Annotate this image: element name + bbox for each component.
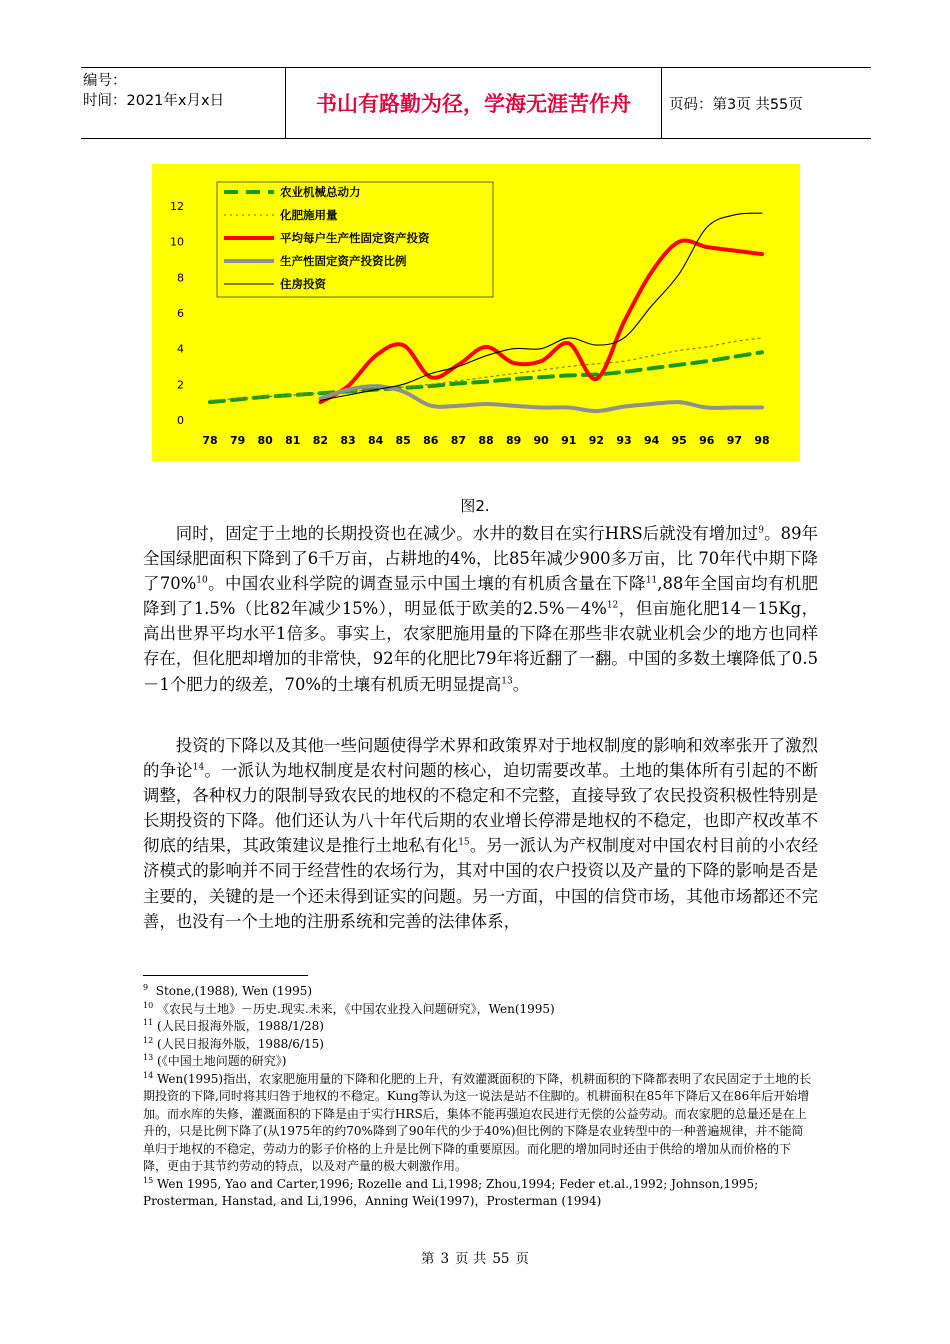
paragraph-2 — [143, 733, 818, 934]
x-tick-label: 80 — [257, 434, 273, 447]
x-tick-label: 91 — [561, 434, 577, 447]
footnote-num: 11 — [143, 1018, 154, 1027]
x-tick-label: 82 — [312, 434, 329, 447]
figure-caption: 图2. — [460, 497, 490, 515]
footnote-12 — [143, 1036, 813, 1054]
legend-label: 农业机械总动力 — [280, 185, 361, 199]
legend-label: 平均每户生产性固定资产投资 — [280, 231, 430, 245]
footnote-text: (人民日报海外版，1988/6/15) — [157, 1036, 324, 1051]
footnote-ref-11[interactable]: 11 — [645, 575, 658, 586]
x-tick-label: 81 — [285, 434, 301, 447]
footnote-num: 14 — [143, 1070, 154, 1080]
paragraph-1 — [143, 521, 818, 697]
figure-chart — [152, 164, 800, 461]
footnote-15 — [143, 1176, 813, 1211]
x-tick-label: 96 — [699, 434, 715, 447]
footnotes — [143, 983, 813, 1211]
footnote-ref-15[interactable]: 15 — [458, 837, 470, 848]
page-footer-prefix: 第 — [420, 1251, 435, 1267]
x-tick-label: 78 — [202, 434, 218, 447]
footnote-11 — [143, 1018, 813, 1036]
x-tick-label: 90 — [533, 434, 549, 447]
footnote-ref-14[interactable]: 14 — [192, 762, 205, 773]
x-tick-label: 89 — [505, 434, 522, 447]
x-tick-label: 97 — [726, 434, 743, 447]
footnote-14 — [143, 1071, 813, 1176]
footnote-text: 《农民与土地》－历史.现实.未来，《中国农业投入问题研究》，Wen(1995) — [157, 1001, 555, 1016]
page-header — [81, 67, 871, 139]
footnote-ref-9[interactable]: 9 — [758, 525, 765, 536]
legend-label: 生产性固定资产投资比例 — [280, 254, 407, 268]
x-tick-label: 87 — [450, 434, 467, 447]
footnote-num: 12 — [143, 1035, 154, 1045]
x-tick-label: 92 — [588, 434, 605, 447]
x-tick-label: 93 — [616, 434, 632, 447]
y-tick-label: 12 — [170, 200, 184, 213]
footnote-ref-12[interactable]: 12 — [606, 600, 619, 611]
footnote-num: 9 — [143, 983, 149, 992]
header-page-label: 页码：第3页 共55页 — [669, 96, 803, 113]
page-number-current: 3 — [440, 1251, 450, 1267]
y-tick-label: 8 — [177, 271, 184, 285]
footnote-num: 10 — [143, 1000, 154, 1010]
footnote-text: (《中国土地问题的研究》) — [157, 1054, 287, 1068]
y-tick-label: 2 — [177, 378, 184, 392]
page-footer-suffix: 页 — [515, 1251, 530, 1267]
x-tick-label: 79 — [229, 434, 246, 447]
p2-text-3: 。另一派认为产权制度对中国农村目前的小农经济模式的影响并不同于经营性的农场行为，其对中国的农户投资以及产量的下降的影响是否是主要的，关键的是一个还未得到证实的问题。另一方面，中国的信贷市场，其他市场都还不完善，也没有一个土地的注册系统和完善的法律体系， — [143, 836, 819, 931]
footnote-9 — [143, 983, 813, 1001]
p2-text-2: 。一派认为地权制度是农村问题的核心，迫切需要改革。土地的集体所有引起的不断调整，各种权力的限制导致农民的地权的不稳定和不完整，直接导致了农民投资积极性特别是长期投资的下降。他们还认为八十年代后期的农业增长停滞是地权的不稳定，也即产权改革不彻底的结果，其政策建议是推行土地私有化 — [143, 761, 819, 856]
page-number-total: 55 — [492, 1251, 510, 1267]
p1-text-2: 。89年全国绿肥面积下降到了6千万亩，占耕地的4%，比85年减少900多万亩，比 70年代中期下降了70% — [143, 524, 818, 594]
p1-text-6: 。 — [512, 674, 530, 694]
y-tick-label: 0 — [177, 414, 184, 427]
footnote-text: Wen(1995)指出，农家肥施用量的下降和化肥的上升，有效灌溉面积的下降，机耕面积的下降都表明了农民固定于土地的长期投资的下降,同时将其归咎于地权的不稳定。Kung等认为这一说法是站不住脚的。机耕面积在85年下降后又在86年后开始增加。而水库的失修，灌溉面积的下降是由于实行HRS后，集体不能再强迫农民进行无偿的公益劳动。而农家肥的总量还是在上升的，只是比例下降了(从1975年的约70%降到了90年代的少于40%)但比例的下降是农业转型中的一种普遍规律，并不能简单归于地权的不稳定，劳动力的影子价格的上升是比例下降的重要原因。而化肥的增加同时还由于供给的增加从而价格的下降，更由于其节约劳动的特点，以及对产量的极大刺激作用。 — [143, 1071, 812, 1173]
footnote-num: 15 — [143, 1175, 154, 1185]
x-tick-label: 83 — [340, 434, 356, 447]
y-tick-label: 6 — [177, 307, 184, 320]
legend-label: 住房投资 — [280, 277, 326, 291]
x-tick-label: 84 — [367, 434, 384, 447]
x-tick-label: 85 — [395, 434, 411, 447]
y-tick-label: 4 — [177, 342, 184, 356]
line-chart — [152, 164, 800, 461]
x-tick-label: 95 — [671, 434, 687, 447]
footnote-num: 13 — [143, 1053, 154, 1062]
footnote-ref-10[interactable]: 10 — [196, 575, 208, 586]
footnote-separator — [143, 975, 308, 976]
serial-label: 编号： — [83, 73, 127, 89]
footnote-13 — [143, 1053, 813, 1071]
p1-text-3: 。中国农业科学院的调查显示中国土壤的有机质含量在下降 — [207, 574, 646, 594]
legend-label: 化肥施用量 — [280, 208, 338, 222]
page-footer — [0, 1247, 950, 1267]
footnote-ref-13[interactable]: 13 — [501, 676, 513, 687]
x-tick-label: 98 — [754, 434, 770, 447]
footnote-text: Stone,(1988), Wen (1995) — [155, 984, 313, 998]
date-label: 时间：2021年x月x日 — [83, 93, 225, 109]
p2-text-1: 投资的下降以及其他一些问题使得学术界和政策界对于地权制度的影响和效率张开了激烈的争论 — [143, 736, 818, 781]
footnote-text: Wen 1995, Yao and Carter,1996; Rozelle and Li,1998; Zhou,1994; Feder et.al.,1992; Johnson,1995; Prosterman, Hanstad, and Li,1996，Anning Wei(1997)，Prosterman (1994) — [143, 1176, 759, 1208]
page-footer-middle: 页 共 — [455, 1251, 487, 1267]
x-tick-label: 88 — [478, 434, 494, 447]
x-tick-label: 86 — [423, 434, 439, 447]
x-tick-label: 94 — [643, 434, 660, 447]
p1-text-1: 同时，固定于土地的长期投资也在减少。水井的数目在实行HRS后就没有增加过 — [175, 524, 759, 543]
footnote-10 — [143, 1001, 813, 1019]
footnote-text: (人民日报海外版，1988/1/28) — [157, 1019, 324, 1033]
header-motto: 书山有路勤为径，学海无涯苦作舟 — [286, 68, 662, 138]
header-meta — [81, 68, 286, 138]
p1-text-5: ，但亩施化肥14－15Kg，高出世界平均水平1倍多。事实上，农家肥施用量的下降在那些非农就业机会少的地方也同样存在，但化肥却增加的非常快，92年的化肥比79年将近翻了一翻。中国的多数土壤降低了0.5－1个肥力的级差，70%的土壤有机质无明显提高 — [143, 599, 819, 694]
p1-text-4: ,88年全国亩均有机肥降到了1.5%（比82年减少15%），明显低于欧美的2.5%－4% — [143, 574, 818, 619]
y-tick-label: 10 — [170, 235, 184, 249]
